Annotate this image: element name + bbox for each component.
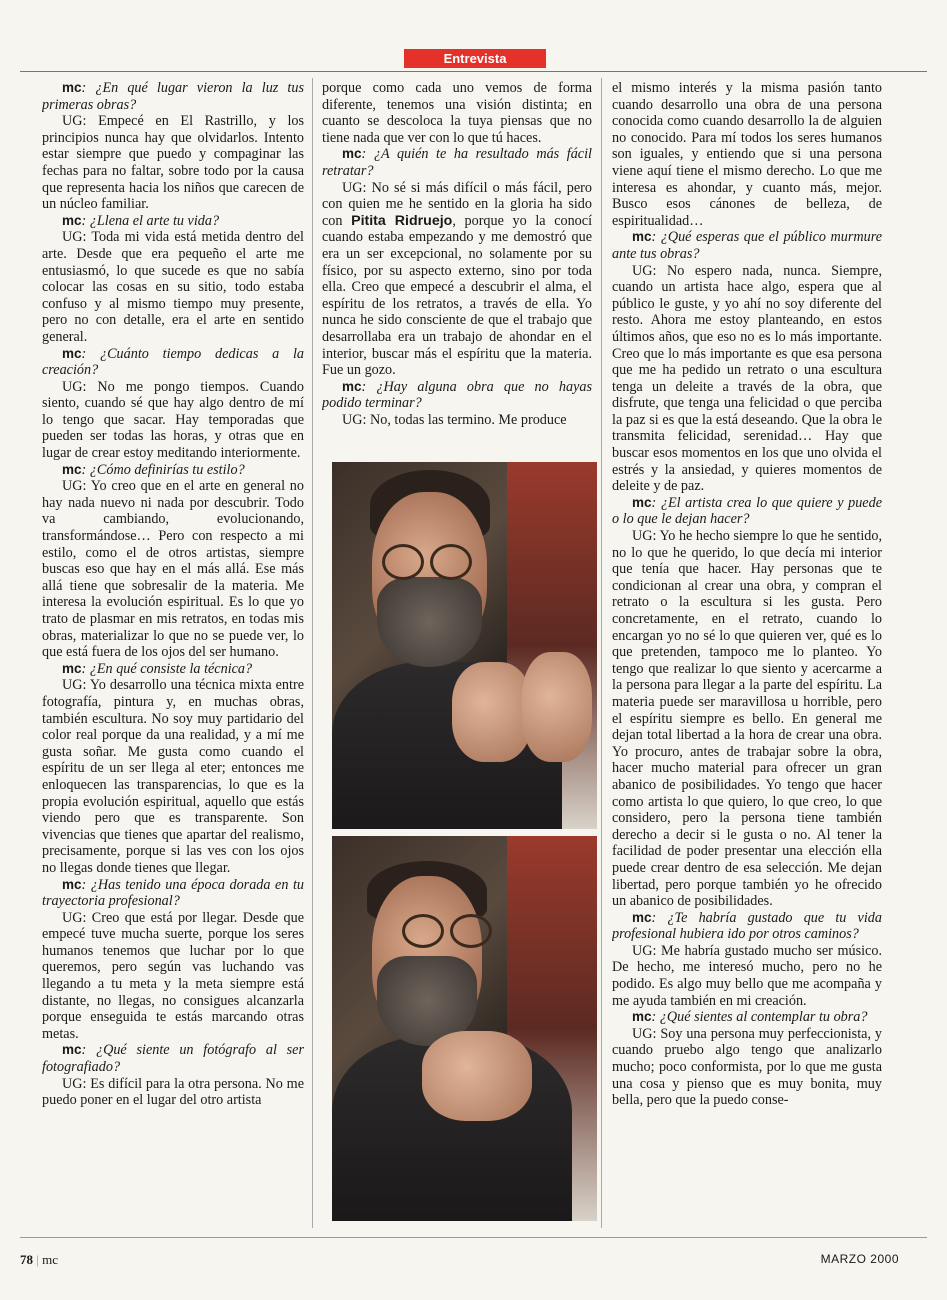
magazine-name: mc: [42, 1252, 58, 1267]
speaker-label: mc: [62, 212, 82, 228]
question-text: ¿Qué esperas que el público murmure ante tus obras?: [612, 229, 882, 262]
interview-question: mc: ¿Cómo definirías tu estilo?: [62, 461, 245, 478]
interview-answer: UG: Creo que está por llegar. Desde que empecé tuve mucha suerte, porque los seres humanos tenemos que luchar por lo que queremos, pero según vas luchando vas llegando a tu meta y la meta siempre está distante, no llegas, no consigues alcanzarla porque enseguida te estás marcando otras metas.: [42, 909, 304, 1042]
question-text: ¿Qué siente un fotógrafo al ser fotografiado?: [42, 1042, 304, 1076]
page-number: 78: [20, 1252, 33, 1267]
speaker-label: mc: [342, 378, 362, 394]
interview-answer: UG: Yo creo que en el arte en general no hay nada nuevo ni nada por descubrir. Todo va cambiando, evolucionando, transformándose… Pero con respecto a mi estilo, como el de otros artistas, siempre buscas eso que hay en el más allá. Ese más allá tiene que sobresalir de la materia. Me interesa la evolución espiritual. Es lo que yo trato de plasmar en mis retratos, en todas mis obras, materializar lo que no se puede ver, lo que está fuera de los ojos del ser humano.: [42, 478, 304, 661]
speaker-label: mc: [62, 660, 82, 676]
speaker-label: mc: [632, 229, 652, 245]
speaker-label: mc: [632, 1009, 652, 1025]
interview-answer: UG: No sé si más difícil o más fácil, pero con quien me he sentido en la gloria ha sido con Pitita Ridruejo, porque yo la conocí cuando estaba empezando y me demostró que era un ser excepcional, no solamente por su físico, por su aspecto externo, sino por toda ella. Creo que empecé a descubrir el alma, el espíritu de los retratos, a través de ella. Yo nunca he sido consciente de que el trabajo que desarrollaba era un trabajo de ahondar en el interior, buscar más el espíritu que la materia. Fue un gozo.: [322, 179, 592, 379]
interview-question: mc: ¿Qué esperas que el público murmure ante tus obras?: [612, 229, 882, 262]
section-label: Entrevista: [404, 49, 546, 68]
interview-answer: UG: Me habría gustado mucho ser músico. De hecho, me interesó mucho, pero no he podido. Es algo muy bello que me acompaña y me ayuda también en mi creación.: [612, 942, 882, 1009]
interview-question: mc: ¿En qué lugar vieron la luz tus primeras obras?: [42, 80, 304, 113]
question-text: ¿El artista crea lo que quiere y puede o lo que le dejan hacer?: [612, 494, 882, 528]
interview-answer: UG: Empecé en El Rastrillo, y los principios nunca hay que olvidarlos. Intento estar siempre que puedo y compaginar las fechas para no faltar, sobre todo por la causa que representa hacia los niños que carecen de un núcleo familiar.: [42, 113, 304, 213]
interview-question: mc: ¿A quién te ha resultado más fácil retratar?: [322, 146, 592, 179]
interview-question: mc: ¿Llena el arte tu vida?: [62, 212, 220, 229]
continued-paragraph: el mismo interés y la misma pasión tanto cuando desarrollo una obra de una persona conocida como cuando desarrollo la de alguien no conocido. Para mí todos los seres humanos son iguales, y entiendo que si una persona viene aquí tiene el mismo derecho. Lo que me interesa es ahondar, y cuanto más, mejor. Busco esos cánones de belleza, de espiritualidad…: [612, 80, 882, 229]
interview-question: mc: ¿Qué siente un fotógrafo al ser fotografiado?: [42, 1042, 304, 1076]
column-divider: [312, 78, 313, 1228]
speaker-label: mc: [62, 345, 82, 361]
speaker-label: mc: [632, 909, 652, 925]
interview-question: mc: ¿Cuánto tiempo dedicas a la creación?: [42, 345, 304, 379]
question-text: ¿Cuánto tiempo dedicas a la creación?: [42, 345, 304, 379]
speaker-label: mc: [632, 494, 652, 510]
interview-answer: UG: Yo he hecho siempre lo que he sentido, no lo que he querido, lo que decía mi interior que tenía que hacer. Hay personas que te condicionan al crear una obra, y compran el retrato o la escultura si les gusta. Pero concretamente, en el retrato, cuando lo encargan yo no sé lo que quieren ver, qué es lo que pretenden, tampoco me lo planteo. Yo tengo que realizar lo que siento y acercarme a la persona para llegar a la parte del espíritu. La materia puede ser maravillosa u horrible, pero el espíritu siempre es bello. En general me dejan total libertad a la hora de crear una obra. Yo procuro, antes de trabajar sobre la obra, hacer mucho material para ofrecer un gran abanico de posibilidades. Yo tengo que hacer como artista lo que quiero, lo que creo, lo que considero, pero la persona tiene también derecho a decir si le gusta o no. Al tener la facilidad de poder presentar una elección ella puede crear dentro de esa selección. Me dejan libertad, pero porque también yo he ofrecido un abanico de posibilidades.: [612, 528, 882, 910]
interview-answer: UG: Toda mi vida está metida dentro del arte. Desde que era pequeño el arte me entusiasmó, lo que sucede es que no sabía colocar las cosas en su sitio, todo estaba confuso y al mismo tiempo muy presente, pero no con detalle, era el arte en sentido general.: [42, 229, 304, 345]
interview-answer: UG: Soy una persona muy perfeccionista, y cuando pruebo algo tengo que analizarlo mucho; poco conformista, por lo que me gusta una cosa y pienso que es muy bonita, muy bella, pero que la puedo conse-: [612, 1025, 882, 1109]
question-text: ¿En qué lugar vieron la luz tus primeras obras?: [42, 80, 304, 113]
interview-answer: UG: No, todas las termino. Me produce: [342, 411, 567, 428]
column-divider: [601, 78, 602, 1228]
question-text: ¿Has tenido una época dorada en tu trayectoria profesional?: [42, 876, 304, 910]
interview-answer: UG: No me pongo tiempos. Cuando siento, cuando sé que hay algo dentro de mí lo tengo que sacar. Hay temporadas que pueden ser todas las horas, y otras que en lugar de crear estoy meditando interiormente.: [42, 378, 304, 462]
text-column-2: [322, 80, 592, 460]
speaker-label: mc: [62, 1042, 82, 1058]
interview-question: mc: ¿Has tenido una época dorada en tu trayectoria profesional?: [42, 876, 304, 910]
interview-question: mc: ¿En qué consiste la técnica?: [62, 660, 253, 677]
text-column-3: [612, 80, 882, 1232]
speaker-label: mc: [342, 146, 362, 162]
question-text: ¿Qué sientes al contemplar tu obra?: [659, 1009, 868, 1026]
speaker-label: mc: [62, 461, 82, 477]
question-text: ¿Hay alguna obra que no hayas podido terminar?: [322, 378, 592, 412]
interview-answer: UG: Es difícil para la otra persona. No me puedo poner en el lugar del otro artista: [42, 1075, 304, 1109]
page-footer: 78 | mc: [20, 1252, 58, 1267]
interview-question: mc: ¿Qué sientes al contemplar tu obra?: [632, 1009, 868, 1026]
question-text: ¿Cómo definirías tu estilo?: [89, 461, 245, 478]
interview-question: mc: ¿Hay alguna obra que no hayas podido terminar?: [322, 378, 592, 412]
interview-answer: UG: No espero nada, nunca. Siempre, cuando un artista hace algo, espera que al público le guste, y yo ahí no soy diferente del resto. Ahora me estoy planteando, en estos últimos años, que eso no es lo más importante. Creo que lo más importante es que esa persona que me ha pedido un retrato o una escultura tenga un deleite a través de la obra, que disfrute, que tenga una felicidad o que perciba la paz si es que la está deseando. Que la obra le transmita felicidad, serenidad… Hay que buscar esos momentos en los que uno olvida el estrés y la ansiedad, y quieres momentos de deleite y de paz.: [612, 262, 882, 495]
question-text: ¿Te habría gustado que tu vida profesional hubiera ido por otros caminos?: [612, 909, 882, 943]
portrait-photo-1: [332, 462, 597, 829]
issue-date: MARZO 2000: [820, 1252, 899, 1266]
continued-paragraph: porque como cada uno vemos de forma diferente, tenemos una visión distinta; en cuanto se descoloca la tuya piensas que no tiene nada que ver con lo que tú haces.: [322, 80, 592, 146]
text-column-1: [42, 80, 304, 1232]
portrait-photo-2: [332, 836, 597, 1221]
question-text: ¿A quién te ha resultado más fácil retratar?: [322, 146, 592, 179]
interview-question: mc: ¿El artista crea lo que quiere y puede o lo que le dejan hacer?: [612, 494, 882, 528]
interview-answer: UG: Yo desarrollo una técnica mixta entre fotografía, pintura y, en muchas obras, también escultura. No soy muy partidario del color real porque da una realidad, y a mí me gusta soñar. Me gusta como cuando el espíritu de un ser llega al eter; entonces me enloquecen las transparencias, lo que es la propia evolución espiritual, aquello que estás viendo pero que es transparente. Son vivencias que tienes que apartar del realismo, precisamente, porque si las ves con los ojos no llegas donde tienes que llegar.: [42, 677, 304, 876]
top-rule: [20, 71, 927, 72]
question-text: ¿Llena el arte tu vida?: [89, 212, 220, 229]
speaker-label: mc: [62, 80, 82, 95]
bottom-rule: [20, 1237, 927, 1238]
interview-question: mc: ¿Te habría gustado que tu vida profesional hubiera ido por otros caminos?: [612, 909, 882, 943]
question-text: ¿En qué consiste la técnica?: [89, 660, 253, 677]
speaker-label: mc: [62, 876, 82, 892]
person-name: Pitita Ridruejo: [351, 212, 453, 229]
